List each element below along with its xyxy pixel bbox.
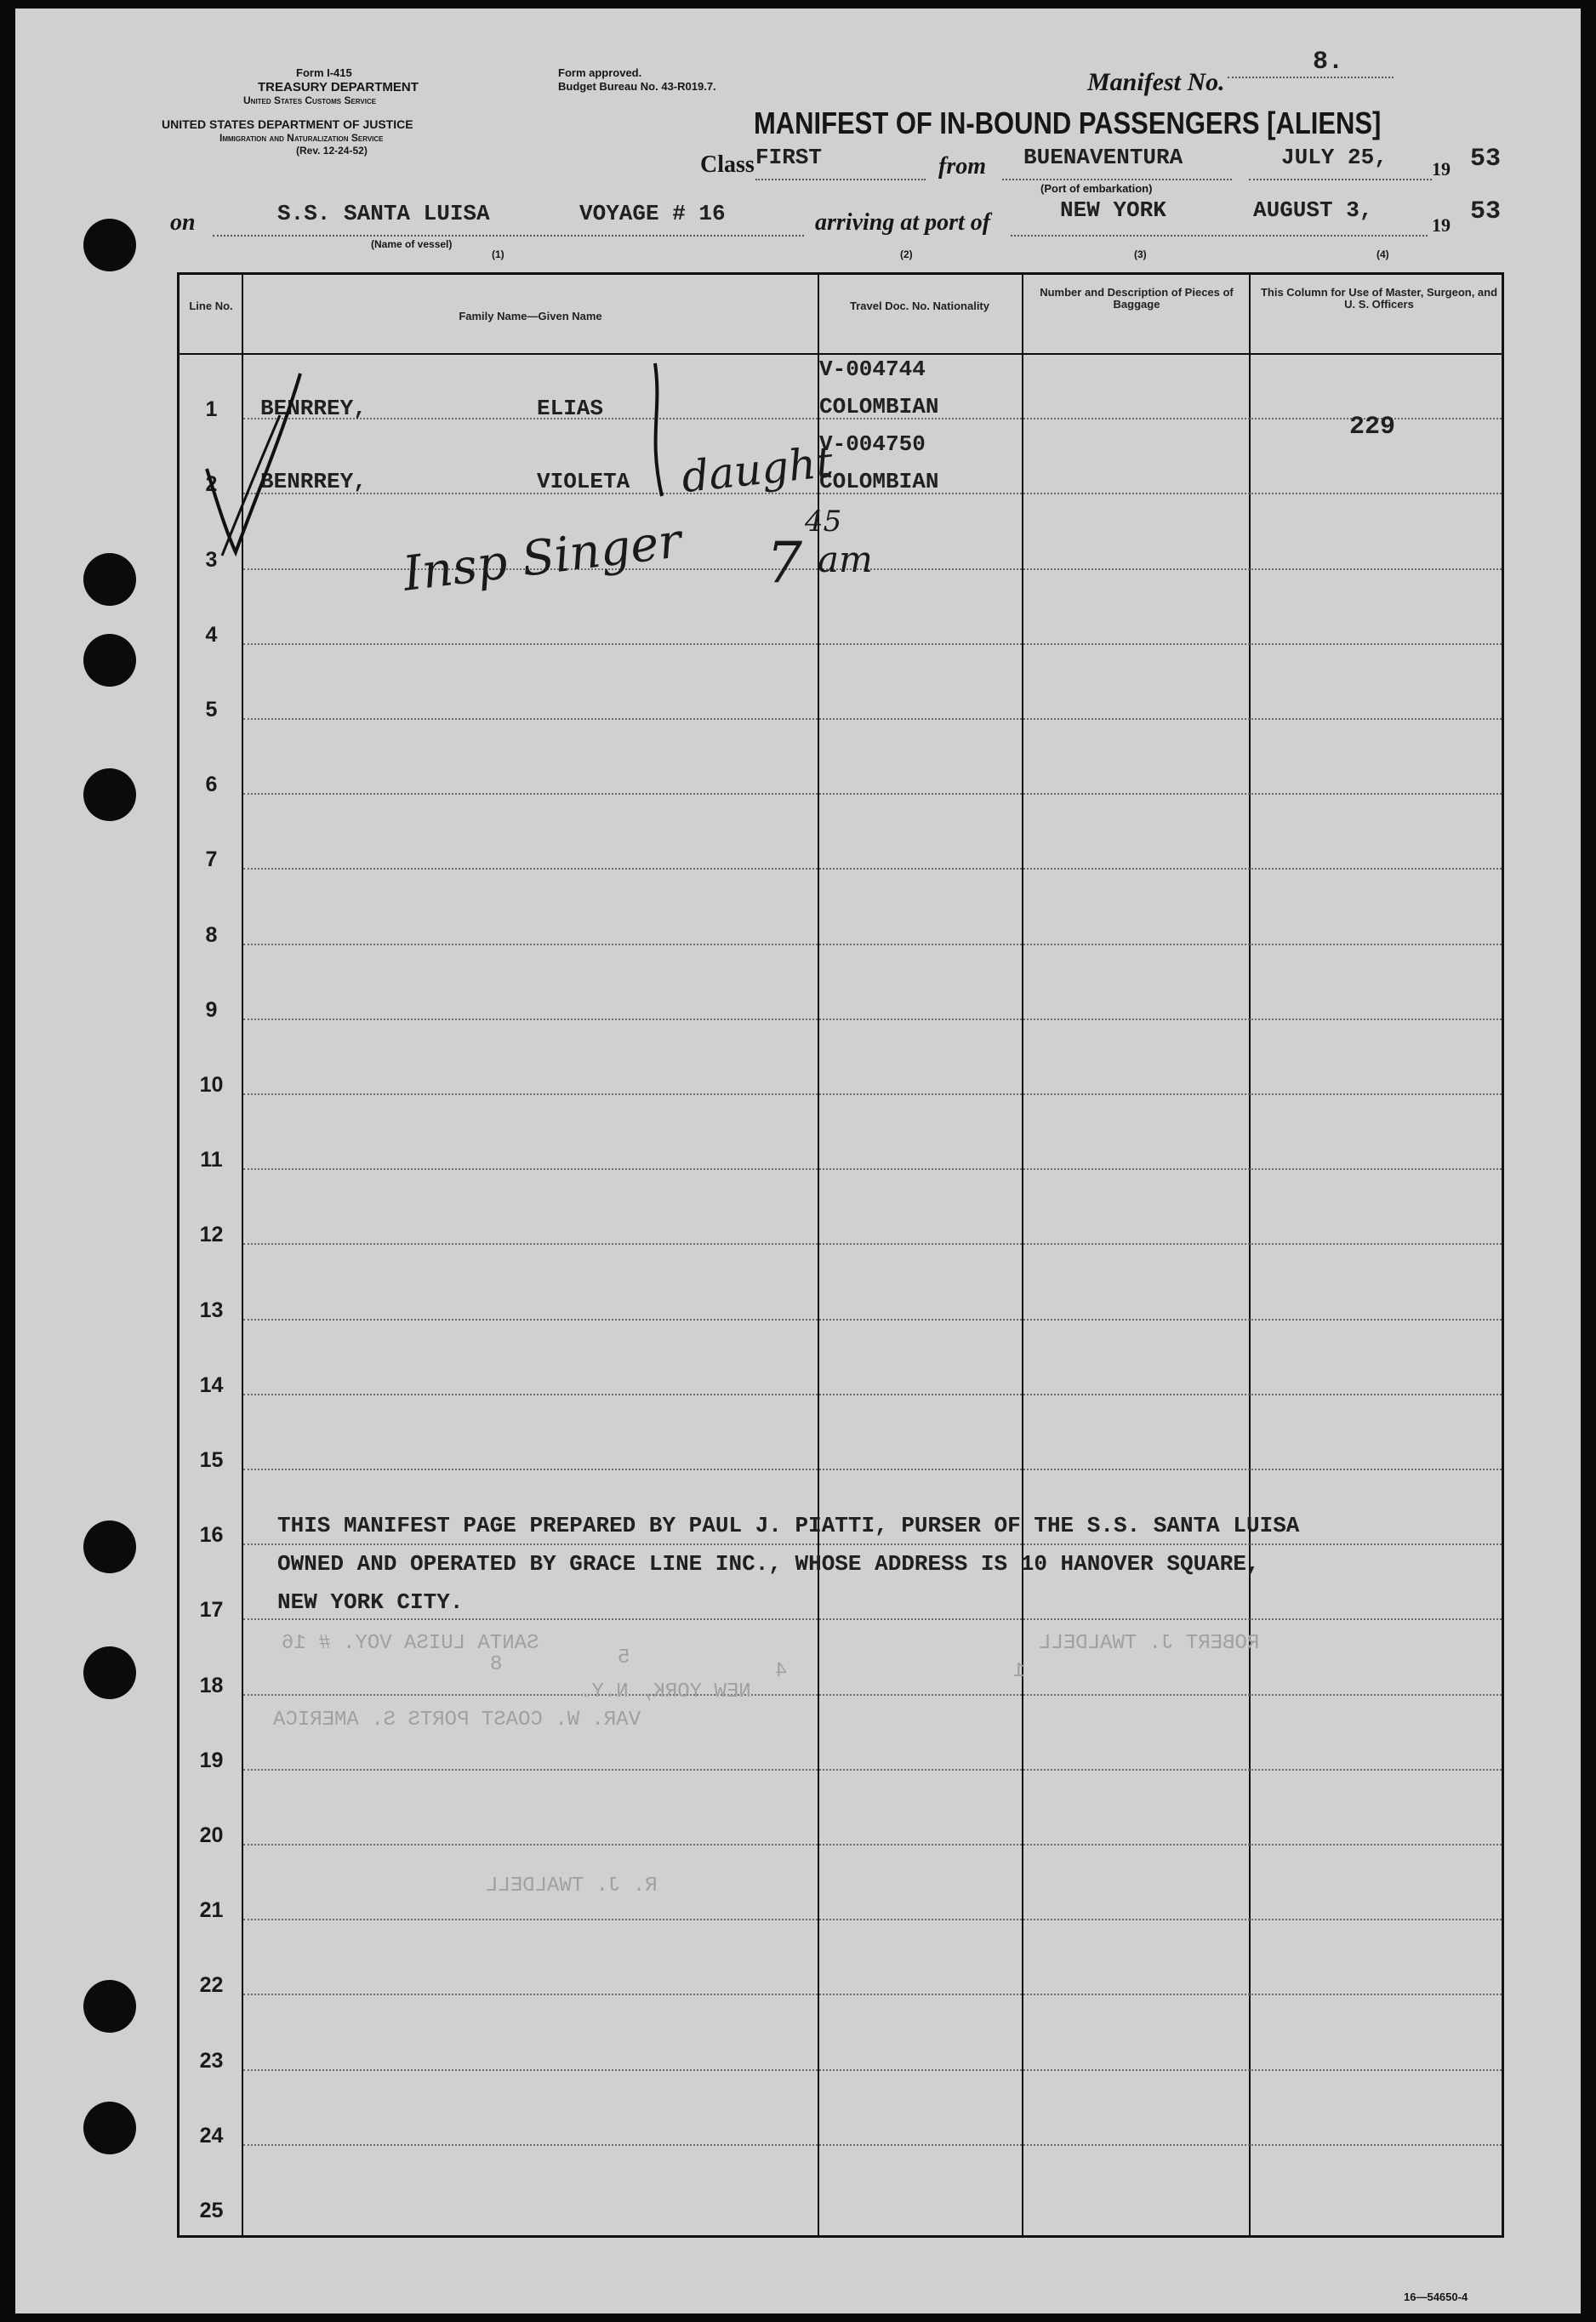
form-approved: Form approved. (558, 66, 642, 79)
officer-number: 229 (1349, 413, 1396, 442)
passenger-given-name: VIOLETA (537, 469, 630, 494)
handwritten-inspector: Insp Singer (400, 513, 685, 602)
caption-2: (2) (900, 248, 913, 260)
line-number: 6 (205, 773, 218, 797)
manifest-sheet (15, 9, 1581, 2313)
line-number: 1 (205, 397, 218, 422)
row-rule (243, 1469, 1502, 1470)
arrival-date: AUGUST 3, (1253, 197, 1373, 223)
line-number: 7 (205, 847, 218, 872)
line-number: 21 (199, 1898, 224, 1923)
row-rule (243, 1769, 1502, 1771)
doj-label: UNITED STATES DEPARTMENT OF JUSTICE (162, 117, 413, 131)
row-rule (243, 1093, 1502, 1095)
line-number: 4 (205, 622, 218, 647)
row-rule (243, 1543, 1502, 1545)
on-label: on (170, 209, 196, 236)
passenger-family-name: BENRREY, (260, 469, 367, 494)
row-rule (243, 868, 1502, 870)
bleed-through-text: 8 (490, 1653, 503, 1676)
punch-hole (83, 219, 136, 271)
embark-caption: (Port of embarkation) (1040, 182, 1153, 195)
purser-note-line: NEW YORK CITY. (277, 1589, 464, 1615)
purser-note-line: THIS MANIFEST PAGE PREPARED BY PAUL J. PIATTI, PURSER OF THE S.S. SANTA LUISA (277, 1513, 1300, 1538)
col-header-baggage: Number and Description of Pieces of Baggage (1040, 286, 1234, 311)
check-mark-icon (197, 368, 324, 564)
passenger-family-name: BENRREY, (260, 396, 367, 421)
manifest-no-line (1228, 77, 1394, 78)
row-rule (243, 1919, 1502, 1920)
class-value: FIRST (755, 145, 823, 170)
row-rule (243, 944, 1502, 945)
punch-hole (83, 1646, 136, 1699)
line-number: 23 (199, 2048, 224, 2073)
passenger-nationality: COLOMBIAN (819, 469, 939, 494)
bleed-through-text: R. J. TWALDELL (486, 1874, 658, 1897)
punch-hole (83, 2102, 136, 2154)
row-rule (243, 2144, 1502, 2146)
caption-3: (3) (1134, 248, 1147, 260)
line-number: 17 (199, 1598, 224, 1623)
line-number: 14 (199, 1372, 224, 1397)
col-header-line-no: Line No. (189, 300, 233, 312)
bleed-through-text: NEW YORK, N.Y. (579, 1680, 751, 1703)
row-rule (243, 1994, 1502, 1995)
ins-label: Immigration and Naturalization Service (219, 132, 384, 144)
vessel-name: S.S. SANTA LUISA (277, 201, 490, 226)
passenger-table (177, 272, 1504, 2238)
budget-bureau: Budget Bureau No. 43-R019.7. (558, 80, 716, 93)
line-number: 24 (199, 2123, 224, 2148)
line-number: 19 (199, 1748, 224, 1772)
arrival-year: 53 (1470, 197, 1502, 226)
customs-service: United States Customs Service (243, 94, 377, 106)
row-rule (243, 1394, 1502, 1395)
treasury-dept: TREASURY DEPARTMENT (258, 80, 419, 94)
col-header-travel-doc: Travel Doc. No. Nationality (850, 300, 989, 312)
line-number: 20 (199, 1823, 224, 1847)
bleed-through-text: ROBERT J. TWALDELL (1039, 1632, 1260, 1655)
manifest-label: Manifest No. (1087, 68, 1225, 96)
row-rule (243, 1018, 1502, 1020)
arrival-port: NEW YORK (1060, 197, 1166, 223)
row-rule (243, 1243, 1502, 1245)
arriving-label: arriving at port of (815, 209, 991, 236)
line-number: 25 (199, 2199, 224, 2222)
handwritten-daughter: daught (679, 436, 835, 503)
caption-1: (1) (492, 248, 504, 260)
row-rule (243, 718, 1502, 720)
class-label: Class (700, 151, 755, 178)
from-line (1002, 179, 1232, 180)
punch-hole (83, 768, 136, 821)
line-number: 16 (199, 1523, 224, 1548)
revision: (Rev. 12-24-52) (296, 145, 368, 157)
passenger-given-name: ELIAS (537, 396, 604, 421)
handwritten-am: am (818, 539, 873, 580)
handwritten-time-minutes: 45 (805, 505, 842, 539)
bleed-through-text: 5 (618, 1646, 630, 1669)
page-title: MANIFEST OF IN-BOUND PASSENGERS [ALIENS] (754, 106, 1382, 140)
arrival-line (1011, 235, 1428, 237)
bracket-mark-icon (643, 360, 677, 500)
row-rule (243, 1844, 1502, 1846)
bleed-through-text: 4 (775, 1660, 788, 1683)
depart-year: 53 (1470, 145, 1502, 174)
depart-date: JULY 25, (1281, 145, 1388, 170)
punch-hole (83, 1520, 136, 1573)
line-number: 10 (199, 1073, 224, 1097)
depart-date-line (1249, 179, 1432, 180)
vessel-caption: (Name of vessel) (371, 238, 453, 250)
line-number: 2 (205, 472, 218, 497)
line-number: 8 (205, 922, 218, 947)
bleed-through-text: 1 (1013, 1660, 1026, 1683)
line-number: 9 (205, 997, 218, 1022)
punch-hole (83, 1980, 136, 2033)
vessel-line (213, 235, 804, 237)
line-number: 15 (199, 1448, 224, 1472)
punch-hole (83, 553, 136, 606)
purser-note-line: OWNED AND OPERATED BY GRACE LINE INC., WHOSE ADDRESS IS 10 HANOVER SQUARE, (277, 1551, 1260, 1577)
header-rule (180, 353, 1502, 355)
arrival-year-prefix: 19 (1432, 214, 1451, 236)
embark-port: BUENAVENTURA (1023, 145, 1183, 170)
depart-year-prefix: 19 (1432, 158, 1451, 180)
from-label: from (938, 153, 986, 180)
line-number: 13 (199, 1298, 224, 1322)
row-rule (243, 1168, 1502, 1170)
line-number: 18 (199, 1673, 224, 1697)
col-header-officers: This Column for Use of Master, Surgeon, and U. S. Officers (1260, 286, 1498, 311)
passenger-travel-doc: V-004750 (819, 431, 926, 457)
line-number: 22 (199, 1973, 224, 1998)
row-rule (243, 1694, 1502, 1696)
row-rule (243, 2069, 1502, 2071)
row-rule (243, 793, 1502, 795)
form-number: Form I-415 (296, 66, 352, 79)
row-rule (243, 1618, 1502, 1620)
line-number: 12 (199, 1223, 224, 1247)
manifest-number: 8. (1313, 48, 1344, 77)
row-rule (243, 643, 1502, 645)
col-header-name: Family Name—Given Name (459, 310, 602, 322)
line-number: 5 (205, 698, 218, 722)
passenger-travel-doc: V-004744 (819, 357, 926, 382)
passenger-nationality: COLOMBIAN (819, 394, 939, 419)
punch-hole (83, 634, 136, 687)
handwritten-time: 7 (767, 530, 802, 596)
bleed-through-text: VAR. W. COAST PORTS S. AMERICA (273, 1709, 641, 1732)
line-number: 3 (205, 547, 218, 572)
caption-4: (4) (1377, 248, 1389, 260)
row-rule (243, 1319, 1502, 1321)
bleed-through-text: SANTA LUISA VOY. # 16 (282, 1632, 539, 1655)
class-line (755, 179, 926, 180)
voyage-number: VOYAGE # 16 (579, 201, 726, 226)
line-number: 11 (200, 1148, 223, 1172)
footer-form-code: 16—54650-4 (1404, 2291, 1468, 2303)
